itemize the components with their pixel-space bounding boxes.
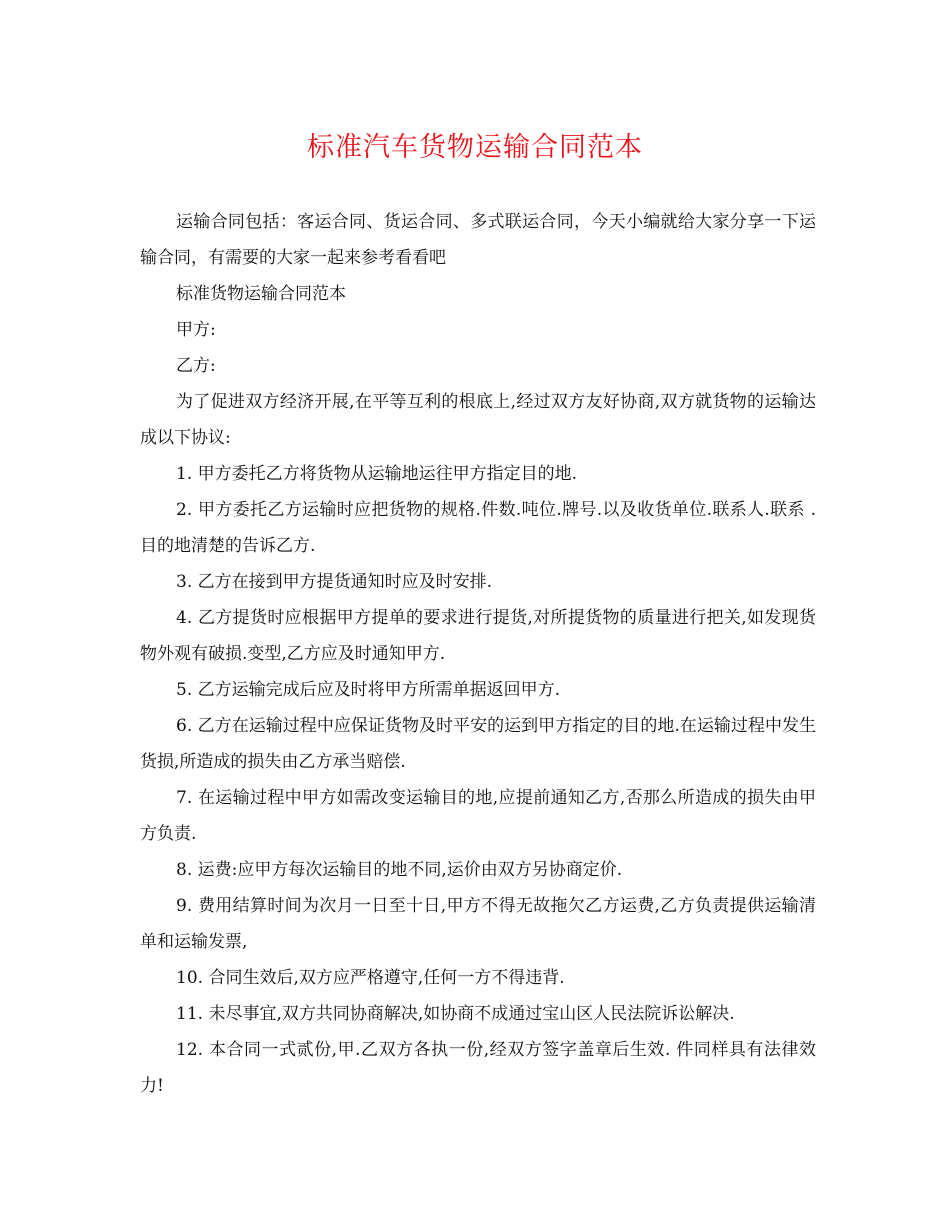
document-body [140,204,816,1104]
preamble-paragraph: 为了促进双方经济开展,在平等互利的根底上,经过双方友好协商,双方就货物的运输达成以下协议: [140,392,816,448]
clause-3: 3. 乙方在接到甲方提货通知时应及时安排. [176,572,493,592]
clause-6: 6. 乙方在运输过程中应保证货物及时平安的运到甲方指定的目的地.在运输过程中发生货损,所造成的损失由乙方承当赔偿. [140,716,816,772]
clause-12: 12. 本合同一式贰份,甲.乙双方各执一份,经双方签字盖章后生效. 件同样具有法律效力! [140,1040,816,1096]
clause-2: 2. 甲方委托乙方运输时应把货物的规格.件数.吨位.牌号.以及收货单位.联系人.联系 .目的地清楚的告诉乙方. [140,500,816,556]
intro-paragraph: 运输合同包括：客运合同、货运合同、多式联运合同，今天小编就给大家分享一下运输合同，有需要的大家一起来参考看看吧 [140,212,816,268]
clause-8: 8. 运费:应甲方每次运输目的地不同,运价由双方另协商定价. [176,860,623,880]
clause-5: 5. 乙方运输完成后应及时将甲方所需单据返回甲方. [176,680,561,700]
clause-4: 4. 乙方提货时应根据甲方提单的要求进行提货,对所提货物的质量进行把关,如发现货物外观有破损.变型,乙方应及时通知甲方. [140,608,816,664]
clause-10: 10. 合同生效后,双方应严格遵守,任何一方不得违背. [176,968,565,988]
clause-9: 9. 费用结算时间为次月一日至十日,甲方不得无故拖欠乙方运费,乙方负责提供运输清单和运输发票, [140,896,816,952]
clause-7: 7. 在运输过程中甲方如需改变运输目的地,应提前通知乙方,否那么所造成的损失由甲方负责. [140,788,816,844]
clause-11: 11. 未尽事宜,双方共同协商解决,如协商不成通过宝山区人民法院诉讼解决. [176,1004,735,1024]
contract-subtitle: 标准货物运输合同范本 [176,284,346,304]
party-b-line: 乙方: [176,356,216,376]
clause-1: 1. 甲方委托乙方将货物从运输地运往甲方指定目的地. [176,464,578,484]
party-a-line: 甲方: [176,320,216,340]
document-title: 标准汽车货物运输合同范本 [307,132,643,163]
